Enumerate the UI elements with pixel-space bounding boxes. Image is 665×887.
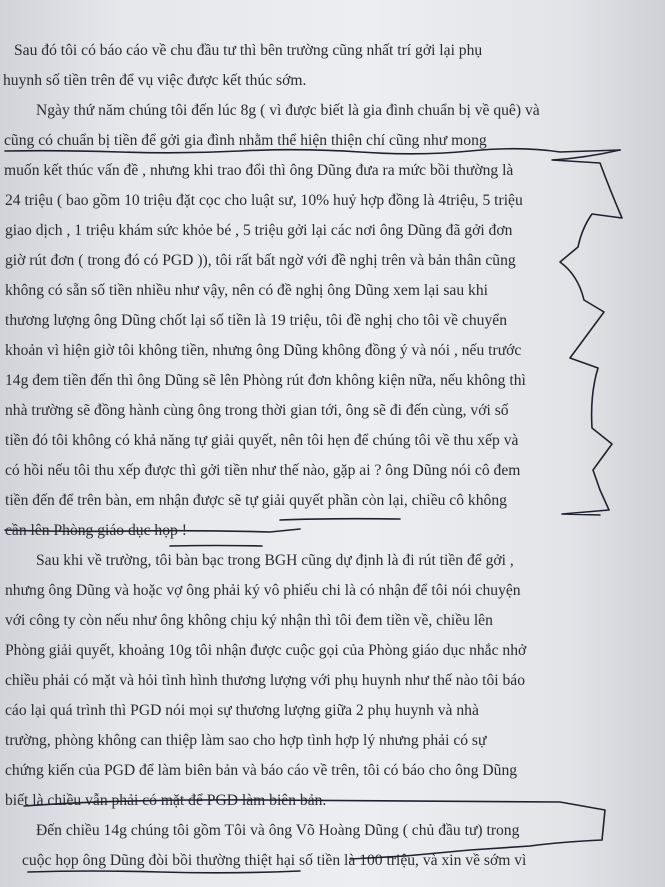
text-line: Đến chiều 14g chúng tôi gồm Tôi và ông Võ Hoàng Dũng ( chủ đầu tư) trong: [36, 822, 520, 839]
text-line: khoản vì hiện giờ tôi không tiền, nhưng ông Dũng không đồng ý và nói , nếu trước: [5, 342, 522, 359]
text-line: huynh số tiền trên để vụ việc được kết thúc sớm.: [3, 72, 307, 89]
underline-mark: [28, 871, 300, 873]
text-line: chứng kiến của PGD để làm biên bản và báo cáo về trên, tôi có báo cho ông Dũng: [5, 762, 518, 779]
bracket-mark: [552, 150, 622, 515]
text-line: Ngày thứ năm chúng tôi đến lúc 8g ( vì được biết là gia đình chuẩn bị về quê) và: [36, 102, 540, 119]
text-line: Sau khi về trường, tôi bàn bạc trong BGH cũng dự định là đi rút tiền để gởi ,: [36, 552, 514, 569]
text-line: với công ty còn nếu như ông không chịu ký nhận thì tôi đem tiền về, chiều lên: [5, 612, 493, 629]
text-line: cuộc họp ông Dũng đòi bồi thường thiệt hại số tiền là 100 triệu, và xin về sớm vì: [22, 852, 527, 869]
text-line: thương lượng ông Dũng chốt lại số tiền là 19 triệu, tôi đề nghị cho tôi về chuyển: [5, 312, 507, 329]
text-line: không có sẵn số tiền nhiều như vậy, nên có đề nghị ông Dũng xem lại sau khi: [5, 282, 488, 299]
strike-mark: [170, 546, 262, 547]
text-line: nhà trường sẽ đồng hành cùng ông trong thời gian tới, ông sẽ đi đến cùng, với số: [5, 402, 509, 419]
text-line: cũng có chuẩn bị tiền để gởi gia đình nhằm thể hiện thiện chí cũng như mong: [4, 132, 487, 149]
text-line: 14g đem tiền đến thì ông Dũng sẽ lên Phòng rút đơn không kiện nữa, nếu không thì: [5, 372, 526, 389]
text-line: Phòng giải quyết, khoảng 10g tôi nhận được cuộc gọi của Phòng giáo dục nhắc nhở: [5, 642, 527, 659]
text-line: 24 triệu ( bao gồm 10 triệu đặt cọc cho luật sư, 10% huỷ hợp đồng là 4triệu, 5 triệu: [5, 192, 523, 209]
text-line: giao dịch , 1 triệu khám sức khỏe bé , 5 triệu gởi lại các nơi ông Dũng đã gởi đơn: [5, 222, 513, 239]
text-line: nhưng ông Dũng và hoặc vợ ông phải ký vô phiếu chi là có nhận để tôi nói chuyện: [5, 582, 521, 599]
text-line: Sau đó tôi có báo cáo về chu đầu tư thì bên trường cũng nhất trí gởi lại phụ: [14, 42, 483, 59]
text-line: cần lên Phòng giáo dục họp !: [5, 522, 187, 539]
text-line: tiền đến để trên bàn, em nhận được sẽ tự giải quyết phần còn lại, chiều cô không: [5, 492, 507, 509]
text-line: tiền đó tôi không có khả năng tự giải quyết, nên tôi hẹn để chúng tôi về thu xếp và: [5, 432, 519, 449]
text-line: có hồi nếu tôi thu xếp được thì gởi tiền như thế nào, gặp ai ? ông Dũng nói cô đem: [5, 462, 521, 479]
text-line: muốn kết thúc vấn đề , nhưng khi trao đổi thì ông Dũng đưa ra mức bồi thường là: [4, 162, 514, 179]
text-line: giờ rút đơn ( trong đó có PGD )), tôi rất bất ngờ với đề nghị trên và bản thân cũng: [5, 252, 516, 269]
text-line: cáo lại quá trình thì PGD nói mọi sự thương lượng giữa 2 phụ huynh và nhà: [5, 702, 479, 719]
text-line: trường, phòng không can thiệp làm sao cho hợp tình hợp lý nhưng phải có sự: [5, 732, 487, 749]
underline-mark: [280, 519, 400, 520]
text-line: chiều phải có mặt và hỏi tình hình thương lượng với phụ huynh như thế nào tôi báo: [5, 672, 525, 689]
text-line: biết là chiều vẫn phải có mặt để PGD làm biên bản.: [5, 792, 327, 809]
